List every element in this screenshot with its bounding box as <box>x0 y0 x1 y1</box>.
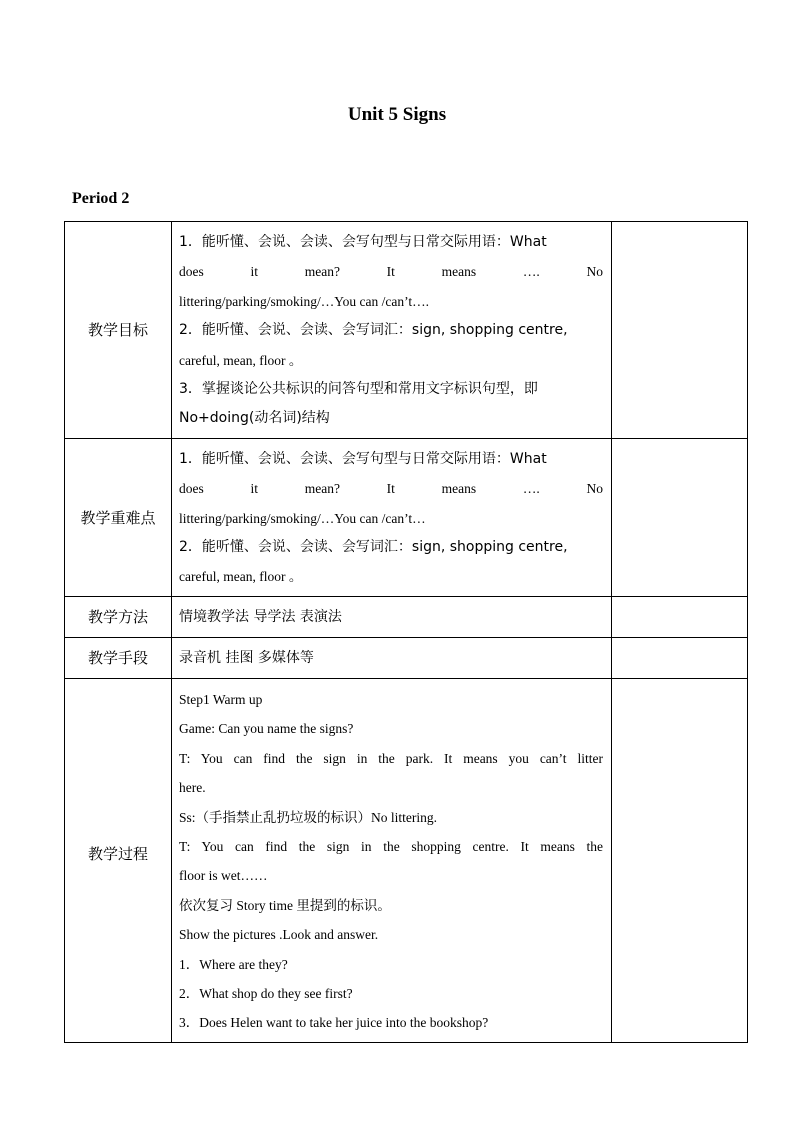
table-row-means <box>65 637 748 678</box>
lesson-plan-table <box>64 221 748 1043</box>
text-line: does it mean? It means …. No <box>179 481 603 497</box>
text-line: 2．What shop do they see first? <box>179 985 353 1001</box>
row-side-methods <box>612 596 748 637</box>
text-line: 依次复习 Story time 里提到的标识。 <box>179 897 391 913</box>
table-row-methods <box>65 596 748 637</box>
table-row-goals <box>65 222 748 439</box>
row-side-keypoints <box>612 438 748 596</box>
text-line: Show the pictures .Look and answer. <box>179 927 379 943</box>
text-line: 2．能听懂、会说、会读、会写词汇：sign, shopping centre, <box>179 322 568 339</box>
text-line: 情境教学法 导学法 表演法 <box>179 608 342 625</box>
text-line: 1．Where are they? <box>179 956 288 972</box>
row-label-keypoints: 教学重难点 <box>65 438 172 596</box>
row-side-process <box>612 678 748 1042</box>
text-line: littering/parking/smoking/…You can /can’t…. <box>179 293 429 309</box>
text-line: careful, mean, floor 。 <box>179 569 303 585</box>
text-line: 3．Does Helen want to take her juice into the bookshop? <box>179 1015 489 1031</box>
text-line: 2．能听懂、会说、会读、会写词汇：sign, shopping centre, <box>179 539 568 556</box>
text-line: Ss:（手指禁止乱扔垃圾的标识）No littering. <box>179 809 438 825</box>
row-content-means <box>172 637 612 678</box>
text-line: 1．能听懂、会说、会读、会写句型与日常交际用语：What <box>179 450 547 467</box>
text-line: here. <box>179 780 206 796</box>
text-line: careful, mean, floor 。 <box>179 352 303 368</box>
row-content-keypoints <box>172 438 612 596</box>
row-content-process <box>172 678 612 1042</box>
text-line: Game: Can you name the signs? <box>179 721 354 737</box>
period-heading: Period 2 <box>72 190 130 207</box>
text-line: floor is wet…… <box>179 868 268 884</box>
row-label-methods: 教学方法 <box>65 596 172 637</box>
text-line: does it mean? It means …. No <box>179 264 603 280</box>
row-label-goals: 教学目标 <box>65 222 172 439</box>
table-row-keypoints <box>65 438 748 596</box>
text-line: 录音机 挂图 多媒体等 <box>179 649 314 666</box>
text-line: Step1 Warm up <box>179 691 263 707</box>
row-side-means <box>612 637 748 678</box>
text-line: 1．能听懂、会说、会读、会写句型与日常交际用语：What <box>179 234 547 250</box>
text-line: No+doing(动名词)结构 <box>179 410 330 427</box>
text-line: 3．掌握谈论公共标识的问答句型和常用文字标识句型，即 <box>179 381 538 398</box>
document-title: Unit 5 Signs <box>347 104 447 125</box>
row-content-methods <box>172 596 612 637</box>
table-row-process <box>65 678 748 1042</box>
row-side-goals <box>612 222 748 439</box>
row-label-means: 教学手段 <box>65 637 172 678</box>
text-line: T: You can find the sign in the park. It means you can’t litter <box>179 750 603 766</box>
text-line: T: You can find the sign in the shopping centre. It means the <box>179 838 603 854</box>
text-line: littering/parking/smoking/…You can /can’t… <box>179 510 426 526</box>
row-label-process: 教学过程 <box>65 678 172 1042</box>
row-content-goals <box>172 222 612 439</box>
